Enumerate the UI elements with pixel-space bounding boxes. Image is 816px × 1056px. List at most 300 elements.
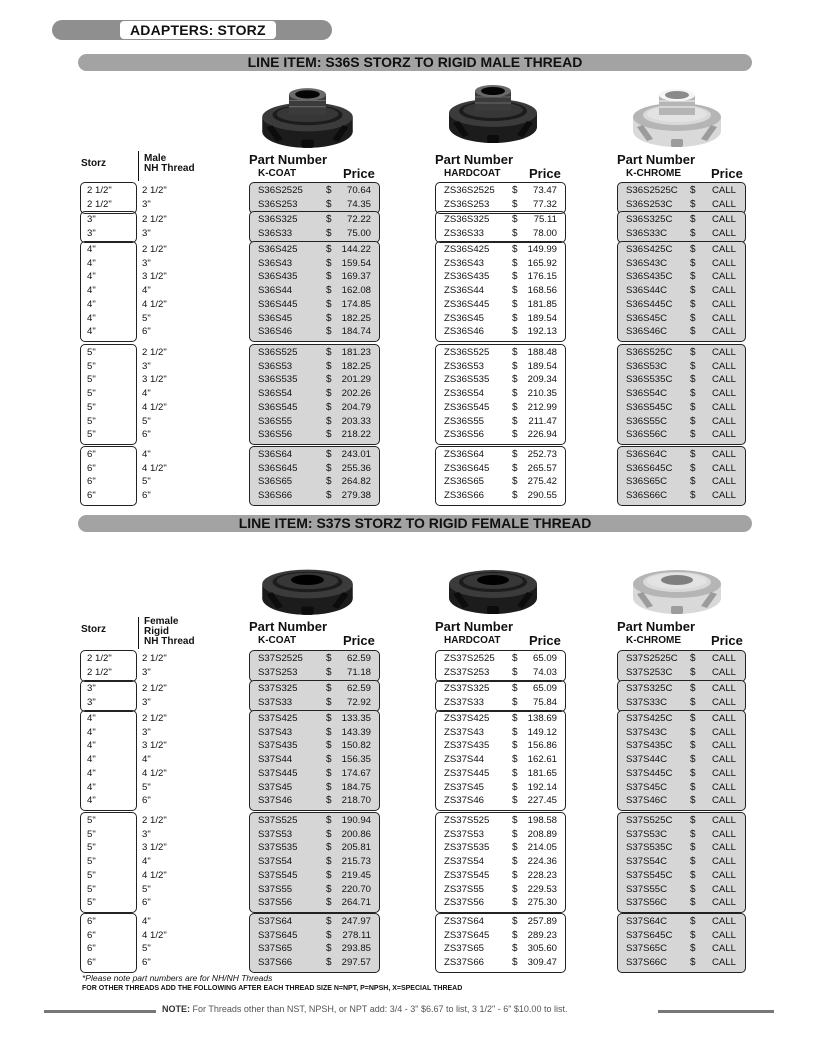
- product-image-kcoat: [255, 82, 360, 154]
- storz-size: 5": [87, 401, 96, 413]
- currency-symbol: $: [326, 781, 332, 793]
- price-value: 78.00: [532, 227, 557, 239]
- call-text: CALL: [712, 374, 736, 386]
- part-number: ZS37S56: [444, 897, 485, 909]
- call-text: CALL: [712, 929, 736, 941]
- size-row: [81, 326, 151, 338]
- price-row: [436, 741, 565, 750]
- currency-symbol: $: [512, 198, 518, 210]
- header-bar: [52, 20, 332, 40]
- currency-symbol: $: [326, 429, 332, 441]
- currency-symbol: $: [512, 696, 518, 708]
- currency-symbol: $: [512, 298, 518, 310]
- hardcoat-group: [435, 710, 566, 811]
- part-number: ZS37S33: [444, 696, 485, 708]
- size-group: [80, 182, 167, 214]
- call-text: CALL: [712, 388, 736, 400]
- price-value: 176.15: [527, 271, 557, 283]
- currency-symbol: $: [512, 957, 518, 969]
- storz-size: 4": [87, 298, 96, 310]
- call-text: CALL: [712, 726, 736, 738]
- size-row: [81, 360, 151, 372]
- storz-size: 4": [87, 740, 96, 752]
- currency-symbol: $: [512, 374, 518, 386]
- call-text: CALL: [712, 943, 736, 955]
- currency-symbol: $: [512, 897, 518, 909]
- thread-size: 2 1/2": [142, 347, 167, 358]
- price-value: 305.60: [527, 943, 557, 955]
- part-number: ZS37S43: [444, 726, 485, 738]
- currency-symbol: $: [512, 781, 518, 793]
- currency-symbol: $: [690, 726, 696, 738]
- price-row: [618, 186, 745, 195]
- kcoat-group: [249, 650, 380, 682]
- storz-size: 6": [87, 916, 96, 927]
- price-row: [618, 403, 745, 412]
- call-text: CALL: [712, 429, 736, 441]
- currency-symbol: $: [326, 828, 332, 840]
- price-value: 218.70: [341, 795, 371, 807]
- part-number: S36S55: [258, 415, 293, 427]
- currency-symbol: $: [512, 754, 518, 766]
- call-text: CALL: [712, 462, 736, 474]
- price-row: [250, 450, 379, 459]
- part-number: S37S55C: [626, 883, 668, 895]
- part-number: S36S425: [258, 244, 298, 255]
- price-row: [618, 417, 745, 426]
- part-number: S37S46: [258, 795, 293, 807]
- size-group: [80, 446, 167, 506]
- price-value: 190.94: [341, 815, 371, 826]
- price-row: [436, 898, 565, 907]
- part-number: ZS36S54: [444, 388, 485, 400]
- part-number: S37S66C: [626, 957, 668, 969]
- currency-symbol: $: [326, 943, 332, 955]
- price-row: [618, 477, 745, 486]
- price-row: [618, 843, 745, 852]
- part-number: ZS37S645: [444, 929, 490, 941]
- part-number: S37S253: [258, 666, 298, 678]
- thread-size: 2 1/2": [142, 653, 167, 664]
- footer-note-label: NOTE:: [162, 1004, 190, 1014]
- price-row: [250, 272, 379, 281]
- thread-size: 3": [142, 198, 151, 210]
- part-number-title: Part Number: [617, 619, 696, 634]
- price-value: 275.30: [527, 897, 557, 909]
- price-row: [618, 958, 745, 967]
- currency-symbol: $: [512, 795, 518, 807]
- price-value: 203.33: [341, 415, 371, 427]
- call-text: CALL: [712, 415, 736, 427]
- part-number: S37S645: [258, 929, 298, 941]
- part-number: ZS36S545: [444, 401, 490, 413]
- part-number: ZS36S435: [444, 271, 490, 283]
- currency-symbol: $: [512, 360, 518, 372]
- call-text: CALL: [712, 795, 736, 807]
- storz-size: 3": [87, 696, 96, 708]
- price-row: [250, 917, 379, 926]
- price-row: [436, 229, 565, 238]
- currency-symbol: $: [326, 298, 332, 310]
- kcoat-group: [249, 211, 380, 243]
- currency-symbol: $: [512, 828, 518, 840]
- price-value: 220.70: [341, 883, 371, 895]
- currency-symbol: $: [512, 883, 518, 895]
- price-row: [436, 654, 565, 663]
- part-number: ZS37S325: [444, 683, 490, 694]
- part-number: S37S33: [258, 696, 293, 708]
- part-number: S37S2525: [258, 653, 303, 664]
- call-text: CALL: [712, 856, 736, 868]
- currency-symbol: $: [690, 476, 696, 488]
- call-text: CALL: [712, 449, 736, 460]
- price-row: [250, 755, 379, 764]
- call-text: CALL: [712, 227, 736, 239]
- currency-symbol: $: [326, 696, 332, 708]
- price-row: [250, 796, 379, 805]
- price-row: [436, 286, 565, 295]
- size-row: [81, 897, 151, 909]
- part-number: S36S2525: [258, 185, 303, 196]
- col-header-thread: NH Thread: [144, 636, 195, 647]
- currency-symbol: $: [690, 781, 696, 793]
- part-number: S37S535C: [626, 842, 673, 854]
- price-title: Price: [343, 166, 375, 181]
- storz-size: 4": [87, 767, 96, 779]
- price-row: [618, 389, 745, 398]
- price-row: [436, 362, 565, 371]
- price-value: 150.82: [341, 740, 371, 752]
- hardcoat-group: [435, 812, 566, 913]
- currency-symbol: $: [326, 869, 332, 881]
- storz-size: 6": [87, 943, 96, 955]
- price-row: [436, 885, 565, 894]
- price-value: 70.64: [346, 185, 371, 196]
- storz-size: 5": [87, 856, 96, 868]
- price-row: [436, 871, 565, 880]
- part-number: S36S64C: [626, 449, 668, 460]
- call-text: CALL: [712, 326, 736, 338]
- thread-size: 6": [142, 795, 151, 807]
- price-row: [250, 300, 379, 309]
- currency-symbol: $: [690, 957, 696, 969]
- part-number: S37S54: [258, 856, 293, 868]
- price-row: [618, 200, 745, 209]
- storz-size: 3": [87, 227, 96, 239]
- currency-symbol: $: [690, 842, 696, 854]
- part-number: ZS36S45: [444, 312, 485, 324]
- product-image-hardcoat: [443, 549, 543, 621]
- hardcoat-group: [435, 680, 566, 712]
- price-row: [250, 314, 379, 323]
- storz-size: 5": [87, 415, 96, 427]
- storz-size: 2 1/2": [87, 185, 112, 196]
- size-row: [81, 696, 151, 708]
- price-value: 198.58: [527, 815, 557, 826]
- currency-symbol: $: [690, 490, 696, 502]
- price-row: [250, 417, 379, 426]
- price-value: 226.94: [527, 429, 557, 441]
- currency-symbol: $: [512, 490, 518, 502]
- part-number: S36S535: [258, 374, 298, 386]
- currency-symbol: $: [690, 312, 696, 324]
- price-row: [436, 417, 565, 426]
- kchrome-group: [617, 680, 746, 712]
- call-text: CALL: [712, 897, 736, 909]
- price-value: 204.79: [341, 401, 371, 413]
- thread-size: 5": [142, 312, 151, 324]
- part-number: S36S66: [258, 490, 293, 502]
- part-number: S37S325: [258, 683, 298, 694]
- thread-size: 4": [142, 856, 151, 868]
- part-number: ZS37S64: [444, 916, 485, 927]
- part-number: S37S53C: [626, 828, 668, 840]
- currency-symbol: $: [690, 326, 696, 338]
- currency-symbol: $: [690, 257, 696, 269]
- part-number: S37S435C: [626, 740, 673, 752]
- part-number: ZS37S54: [444, 856, 485, 868]
- price-row: [436, 931, 565, 940]
- price-value: 149.12: [527, 726, 557, 738]
- price-value: 209.34: [527, 374, 557, 386]
- currency-symbol: $: [326, 374, 332, 386]
- storz-size: 4": [87, 781, 96, 793]
- thread-size: 4 1/2": [142, 298, 167, 310]
- part-number: S36S645: [258, 462, 298, 474]
- currency-symbol: $: [690, 740, 696, 752]
- price-row: [250, 654, 379, 663]
- size-row: [81, 828, 151, 840]
- part-number: S37S253C: [626, 666, 673, 678]
- thread-size: 3 1/2": [142, 271, 167, 283]
- storz-size: 4": [87, 726, 96, 738]
- price-value: 143.39: [341, 726, 371, 738]
- price-row: [436, 403, 565, 412]
- call-text: CALL: [712, 957, 736, 969]
- currency-symbol: $: [326, 257, 332, 269]
- price-row: [618, 348, 745, 357]
- price-row: [250, 375, 379, 384]
- price-value: 205.81: [341, 842, 371, 854]
- currency-symbol: $: [690, 754, 696, 766]
- currency-symbol: $: [690, 401, 696, 413]
- thread-size: 3": [142, 828, 151, 840]
- part-number: S37S54C: [626, 856, 668, 868]
- part-number: S36S545: [258, 401, 298, 413]
- currency-symbol: $: [690, 713, 696, 724]
- price-value: 169.37: [341, 271, 371, 283]
- size-row: [81, 285, 151, 297]
- col-header-thread: Rigid: [144, 626, 169, 637]
- part-number: ZS36S44: [444, 285, 485, 297]
- call-text: CALL: [712, 653, 736, 664]
- price-value: 162.61: [527, 754, 557, 766]
- part-number: S37S445C: [626, 767, 673, 779]
- currency-symbol: $: [690, 666, 696, 678]
- size-row: [81, 476, 151, 488]
- call-text: CALL: [712, 916, 736, 927]
- currency-symbol: $: [690, 462, 696, 474]
- part-number: S37S445: [258, 767, 298, 779]
- price-value: 181.85: [527, 298, 557, 310]
- currency-symbol: $: [512, 726, 518, 738]
- price-row: [250, 200, 379, 209]
- currency-symbol: $: [690, 214, 696, 225]
- hardcoat-group: [435, 913, 566, 973]
- currency-symbol: $: [326, 726, 332, 738]
- price-value: 184.75: [341, 781, 371, 793]
- size-row: [81, 929, 167, 941]
- price-row: [250, 898, 379, 907]
- price-value: 72.22: [346, 214, 371, 225]
- part-number: ZS37S53: [444, 828, 485, 840]
- part-number-title: Part Number: [249, 152, 328, 167]
- part-number: S37S43: [258, 726, 293, 738]
- line-item-bar: LINE ITEM: S36S STORZ TO RIGID MALE THREAD: [78, 54, 752, 71]
- price-value: 77.32: [532, 198, 557, 210]
- kcoat-group: [249, 344, 380, 445]
- price-row: [618, 796, 745, 805]
- kchrome-group: [617, 182, 746, 214]
- currency-symbol: $: [690, 815, 696, 826]
- finish-title: K-CHROME: [626, 168, 681, 179]
- price-row: [436, 314, 565, 323]
- price-value: 255.36: [341, 462, 371, 474]
- price-row: [618, 491, 745, 500]
- call-text: CALL: [712, 883, 736, 895]
- size-row: [81, 683, 167, 694]
- part-number: S37S425C: [626, 713, 673, 724]
- part-number: S37S56: [258, 897, 293, 909]
- price-value: 208.89: [527, 828, 557, 840]
- part-number: S36S525C: [626, 347, 673, 358]
- storz-size: 5": [87, 869, 96, 881]
- size-row: [81, 347, 167, 358]
- thread-size: 4": [142, 449, 151, 460]
- size-row: [81, 767, 167, 779]
- hardcoat-group: [435, 241, 566, 342]
- currency-symbol: $: [326, 815, 332, 826]
- part-number: S37S64: [258, 916, 293, 927]
- thread-size: 5": [142, 883, 151, 895]
- currency-symbol: $: [326, 401, 332, 413]
- kchrome-group: [617, 710, 746, 811]
- part-number: ZS37S445: [444, 767, 490, 779]
- size-row: [81, 257, 151, 269]
- size-group: [80, 241, 167, 342]
- part-number: ZS36S645: [444, 462, 490, 474]
- price-title: Price: [343, 633, 375, 648]
- currency-symbol: $: [512, 415, 518, 427]
- call-text: CALL: [712, 713, 736, 724]
- price-row: [436, 714, 565, 723]
- kcoat-group: [249, 710, 380, 811]
- call-text: CALL: [712, 666, 736, 678]
- product-image-kchrome: [627, 82, 727, 154]
- currency-symbol: $: [326, 462, 332, 474]
- thread-size: 3": [142, 257, 151, 269]
- storz-size: 2 1/2": [87, 666, 112, 678]
- size-row: [81, 713, 167, 724]
- price-row: [250, 728, 379, 737]
- currency-symbol: $: [690, 415, 696, 427]
- part-number: S36S54C: [626, 388, 668, 400]
- price-row: [250, 741, 379, 750]
- thread-size: 3": [142, 696, 151, 708]
- price-row: [250, 259, 379, 268]
- kchrome-group: [617, 650, 746, 682]
- thread-size: 5": [142, 476, 151, 488]
- currency-symbol: $: [326, 683, 332, 694]
- currency-symbol: $: [512, 347, 518, 358]
- part-number: S36S645C: [626, 462, 673, 474]
- size-group: [80, 680, 167, 712]
- price-value: 278.11: [342, 929, 371, 941]
- currency-symbol: $: [326, 312, 332, 324]
- size-row: [81, 754, 151, 766]
- part-number: S37S545C: [626, 869, 673, 881]
- price-row: [250, 327, 379, 336]
- part-number: S36S43: [258, 257, 293, 269]
- price-row: [618, 375, 745, 384]
- footer-note: [162, 1004, 567, 1014]
- currency-symbol: $: [326, 388, 332, 400]
- price-row: [618, 654, 745, 663]
- product-image-kchrome: [627, 549, 727, 621]
- price-row: [618, 830, 745, 839]
- currency-symbol: $: [690, 449, 696, 460]
- col-header-thread: Female: [144, 616, 179, 627]
- part-number: S36S66C: [626, 490, 668, 502]
- size-group: [80, 710, 167, 811]
- price-row: [250, 491, 379, 500]
- price-row: [618, 259, 745, 268]
- price-value: 229.53: [527, 883, 557, 895]
- price-row: [436, 450, 565, 459]
- storz-size: 5": [87, 828, 96, 840]
- part-number: ZS37S46: [444, 795, 485, 807]
- storz-size: 6": [87, 476, 96, 488]
- part-number: S36S44: [258, 285, 293, 297]
- size-group: [80, 650, 167, 682]
- currency-symbol: $: [690, 388, 696, 400]
- part-number: ZS36S66: [444, 490, 485, 502]
- part-number: S37S66: [258, 957, 293, 969]
- header-divider: [138, 151, 139, 181]
- price-value: 174.85: [341, 298, 371, 310]
- price-value: 290.55: [527, 490, 557, 502]
- footer-rule-right: [658, 1010, 774, 1013]
- part-number: S36S46: [258, 326, 293, 338]
- thread-size: 3": [142, 227, 151, 239]
- price-row: [618, 272, 745, 281]
- price-row: [436, 259, 565, 268]
- call-text: CALL: [712, 198, 736, 210]
- currency-symbol: $: [512, 326, 518, 338]
- price-row: [250, 857, 379, 866]
- price-row: [436, 668, 565, 677]
- hardcoat-group: [435, 182, 566, 214]
- col-header-storz: Storz: [81, 624, 106, 635]
- thread-size: 6": [142, 429, 151, 441]
- size-row: [81, 943, 151, 955]
- size-row: [81, 388, 151, 400]
- thread-size: 4": [142, 754, 151, 766]
- thread-size: 5": [142, 943, 151, 955]
- finish-title: K-CHROME: [626, 635, 681, 646]
- part-number: ZS36S46: [444, 326, 485, 338]
- price-row: [618, 314, 745, 323]
